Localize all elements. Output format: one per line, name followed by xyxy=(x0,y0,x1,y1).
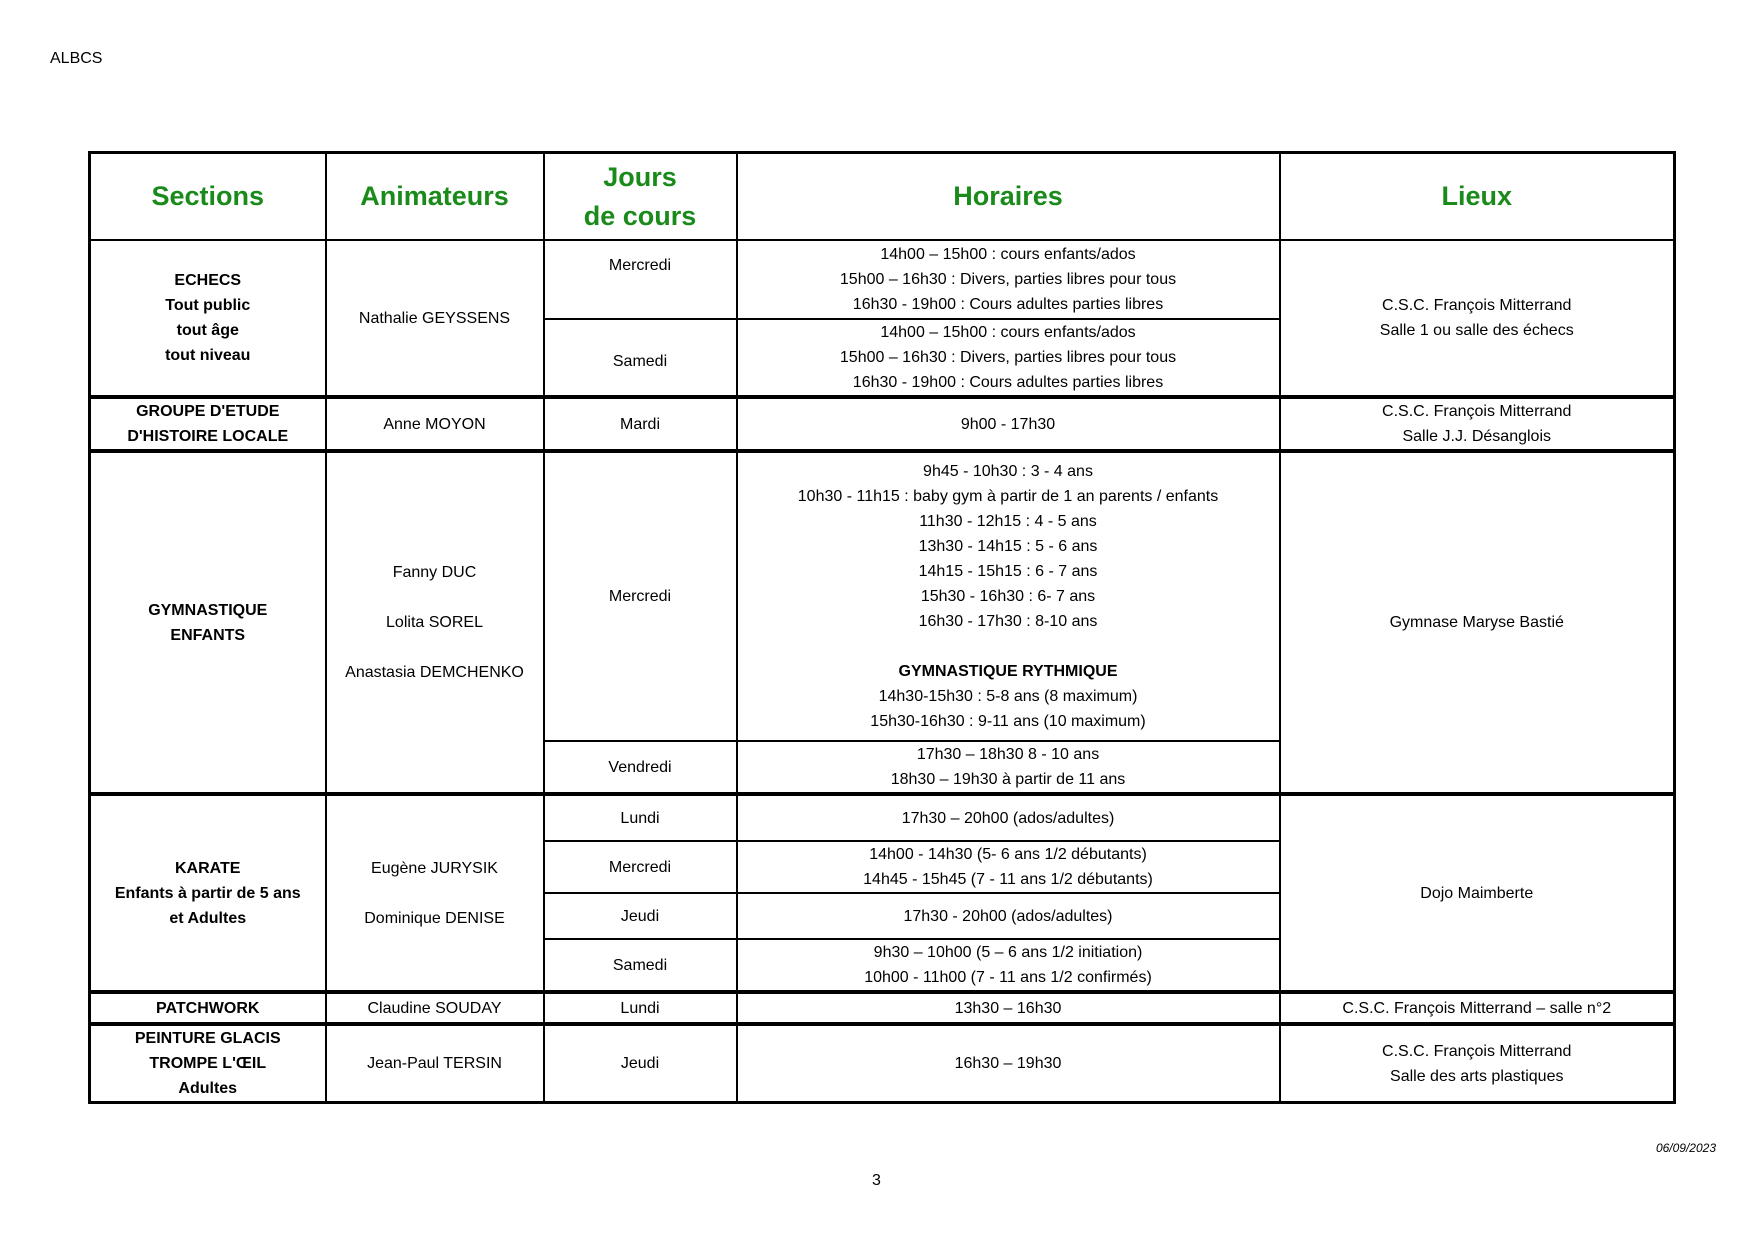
day-cell: Lundi xyxy=(544,992,737,1024)
column-header-horaires: Horaires xyxy=(737,153,1280,241)
day-cell: Samedi xyxy=(544,939,737,992)
schedule-line: 14h00 - 14h30 (5- 6 ans 1/2 débutants) xyxy=(869,846,1147,863)
section-cell-gym xyxy=(90,451,326,794)
day-cell: Mardi xyxy=(544,397,737,451)
schedule-line: 13h30 - 14h15 : 5 - 6 ans xyxy=(918,538,1098,555)
schedule-cell: 17h30 - 20h00 (ados/adultes) xyxy=(737,893,1280,939)
animateur-name: Dominique DENISE xyxy=(364,909,505,927)
schedule-line: 16h30 - 17h30 : 8-10 ans xyxy=(918,613,1098,630)
day-cell: Jeudi xyxy=(544,1024,737,1103)
location-cell: Gymnase Maryse Bastié xyxy=(1280,451,1675,794)
document-date: 06/09/2023 xyxy=(1655,1141,1716,1155)
section-name: GYMNASTIQUE xyxy=(148,601,268,619)
day-cell: Lundi xyxy=(544,794,737,841)
section-name: KARATE xyxy=(175,859,241,877)
section-cell-karate xyxy=(90,794,326,992)
animateur-name: Fanny DUC xyxy=(392,564,477,581)
animateur-name: Eugène JURYSIK xyxy=(371,859,498,877)
location-cell xyxy=(1280,240,1675,397)
section-name: ECHECS xyxy=(174,272,242,289)
header-row xyxy=(90,153,1675,241)
section-detail: tout niveau xyxy=(165,347,251,364)
page-number: 3 xyxy=(872,1172,881,1189)
animateur-cell: Anne MOYON xyxy=(326,397,544,451)
schedule-line: 17h30 – 18h30 8 - 10 ans xyxy=(916,746,1100,763)
section-cell-patchwork: PATCHWORK xyxy=(90,992,326,1024)
schedule-line: 14h00 – 15h00 : cours enfants/ados xyxy=(880,324,1136,341)
schedule-line: 16h30 - 19h00 : Cours adultes parties libres xyxy=(852,296,1164,313)
schedule-line: 15h00 – 16h30 : Divers, parties libres pour tous xyxy=(839,349,1177,366)
schedule-line: 14h45 - 15h45 (7 - 11 ans 1/2 débutants) xyxy=(863,871,1153,888)
organization-name: ALBCS xyxy=(50,50,103,67)
animateur-cell: Jean-Paul TERSIN xyxy=(326,1024,544,1103)
day-cell: Mercredi xyxy=(544,451,737,741)
day-cell: Mercredi xyxy=(544,841,737,893)
schedule-line: 10h30 - 11h15 : baby gym à partir de 1 an parents / enfants xyxy=(797,488,1219,505)
location-cell: Dojo Maimberte xyxy=(1280,794,1675,992)
column-header-animateurs: Animateurs xyxy=(326,153,544,241)
section-name: GROUPE D'ETUDE xyxy=(136,403,280,420)
schedule-line: 10h00 - 11h00 (7 - 11 ans 1/2 confirmés) xyxy=(864,969,1152,986)
schedule-cell xyxy=(737,319,1280,397)
schedule-line: 18h30 – 19h30 à partir de 11 ans xyxy=(890,771,1126,788)
animateur-cell: Nathalie GEYSSENS xyxy=(326,240,544,397)
table-row xyxy=(90,397,1675,451)
schedule-line: 15h30-16h30 : 9-11 ans (10 maximum) xyxy=(870,713,1146,730)
schedule-cell: 16h30 – 19h30 xyxy=(737,1024,1280,1103)
location-line: C.S.C. François Mitterrand xyxy=(1382,297,1572,314)
section-detail: Enfants à partir de 5 ans xyxy=(114,884,301,902)
location-line: Salle J.J. Désanglois xyxy=(1402,428,1551,445)
schedule-cell: 13h30 – 16h30 xyxy=(737,992,1280,1024)
location-line: C.S.C. François Mitterrand xyxy=(1382,403,1572,420)
section-detail: et Adultes xyxy=(169,909,247,927)
schedule-cell: 9h00 - 17h30 xyxy=(737,397,1280,451)
table-row xyxy=(90,1024,1675,1103)
schedule-line: 16h30 - 19h00 : Cours adultes parties libres xyxy=(852,374,1164,391)
table-row xyxy=(90,992,1675,1024)
section-name: D'HISTOIRE LOCALE xyxy=(127,428,289,445)
location-line: Salle des arts plastiques xyxy=(1390,1067,1564,1085)
location-cell xyxy=(1280,1024,1675,1103)
schedule-line: 11h30 - 12h15 : 4 - 5 ans xyxy=(919,513,1097,530)
table-row xyxy=(90,240,1675,319)
section-cell-histoire xyxy=(90,397,326,451)
schedule-line: 9h30 – 10h00 (5 – 6 ans 1/2 initiation) xyxy=(873,944,1143,961)
section-cell-echecs xyxy=(90,240,326,397)
schedule-line: 15h30 - 16h30 : 6- 7 ans xyxy=(920,588,1096,605)
animateur-cell xyxy=(326,794,544,992)
schedule-line: 9h45 - 10h30 : 3 - 4 ans xyxy=(923,463,1093,480)
section-detail: tout âge xyxy=(176,322,239,339)
schedule-cell xyxy=(737,451,1280,741)
column-header-jours-line1: Jours xyxy=(603,161,677,192)
schedule-cell xyxy=(737,741,1280,794)
column-header-jours xyxy=(544,153,737,241)
location-cell: C.S.C. François Mitterrand – salle n°2 xyxy=(1280,992,1675,1024)
column-header-lieux: Lieux xyxy=(1280,153,1675,241)
schedule-line: 14h30-15h30 : 5-8 ans (8 maximum) xyxy=(878,688,1138,705)
schedule-cell xyxy=(737,240,1280,319)
schedule-line: 14h15 - 15h15 : 6 - 7 ans xyxy=(918,563,1098,580)
animateur-cell xyxy=(326,451,544,794)
schedule-line: 15h00 – 16h30 : Divers, parties libres pour tous xyxy=(839,271,1177,288)
day-cell: Jeudi xyxy=(544,893,737,939)
animateur-cell: Claudine SOUDAY xyxy=(326,992,544,1024)
day-cell: Samedi xyxy=(544,319,737,397)
schedule-cell xyxy=(737,939,1280,992)
section-name: ENFANTS xyxy=(170,626,246,644)
animateur-name: Lolita SOREL xyxy=(386,614,483,631)
day-cell: Vendredi xyxy=(544,741,737,794)
section-detail: Adultes xyxy=(178,1080,238,1097)
day-cell: Mercredi xyxy=(544,240,737,319)
schedule-cell xyxy=(737,841,1280,893)
schedule-table xyxy=(88,151,1676,1104)
table-row xyxy=(90,794,1675,841)
section-name: TROMPE L'ŒIL xyxy=(149,1055,267,1072)
schedule-cell: 17h30 – 20h00 (ados/adultes) xyxy=(737,794,1280,841)
table-row xyxy=(90,451,1675,741)
column-header-sections: Sections xyxy=(90,153,326,241)
location-cell xyxy=(1280,397,1675,451)
rythmique-title: GYMNASTIQUE RYTHMIQUE xyxy=(898,663,1118,680)
location-line: Salle 1 ou salle des échecs xyxy=(1379,322,1574,339)
section-cell-peinture xyxy=(90,1024,326,1103)
column-header-jours-line2: de cours xyxy=(583,200,697,231)
schedule-line: 14h00 – 15h00 : cours enfants/ados xyxy=(880,246,1136,263)
section-name: PEINTURE GLACIS xyxy=(134,1030,281,1047)
animateur-name: Anastasia DEMCHENKO xyxy=(345,664,524,681)
location-line: C.S.C. François Mitterrand xyxy=(1382,1042,1572,1060)
section-detail: Tout public xyxy=(165,297,251,314)
